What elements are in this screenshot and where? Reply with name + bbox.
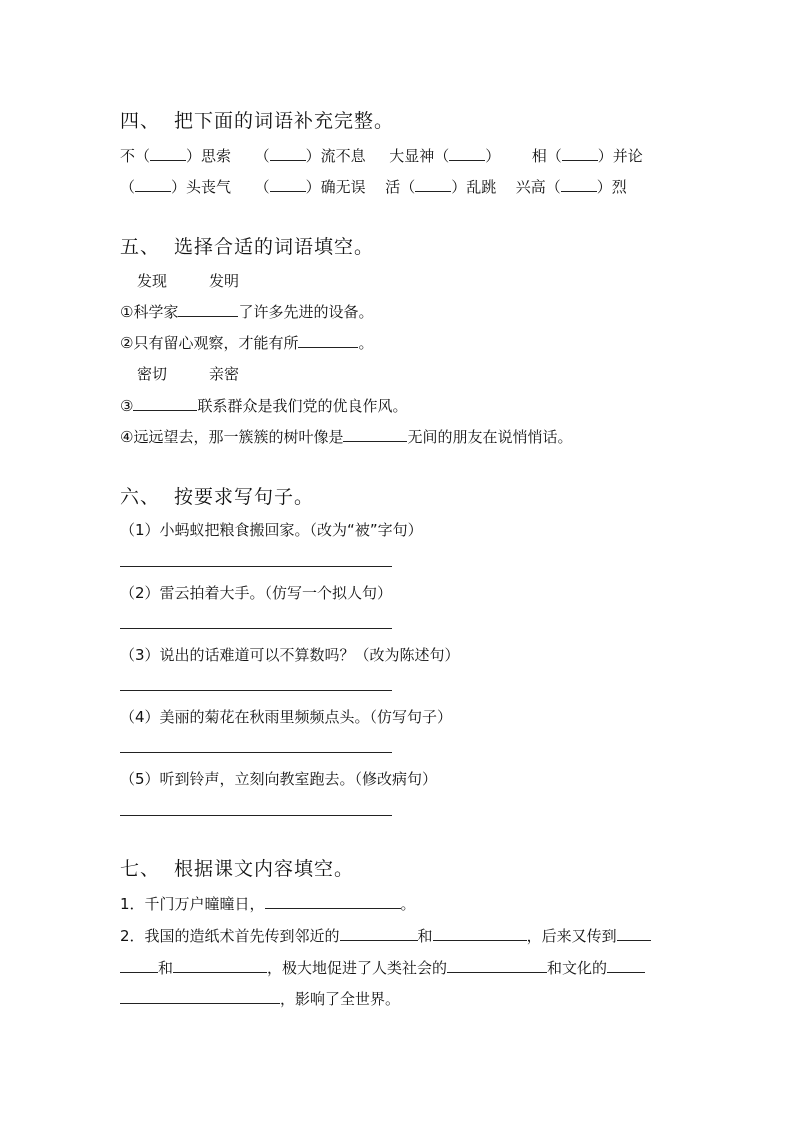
fill-blank[interactable]	[447, 958, 547, 973]
idiom-item	[120, 178, 231, 196]
section-5-heading: 选择合适的词语填空。	[174, 236, 375, 258]
fill-blank[interactable]	[120, 958, 158, 973]
idiom-suffix: ）并论	[597, 147, 643, 165]
answer-line[interactable]	[120, 566, 392, 567]
section-4-row-2	[120, 176, 627, 197]
recall-text: ，影响了全世界。	[280, 990, 401, 1008]
fill-blank[interactable]	[178, 302, 238, 317]
recall-text: ，后来又传到	[526, 927, 617, 945]
fill-blank[interactable]	[298, 333, 358, 348]
question-text: ③	[120, 397, 134, 415]
recall-line-4	[120, 988, 400, 1009]
idiom-blank[interactable]	[270, 146, 306, 161]
fill-blank[interactable]	[617, 926, 651, 941]
fill-question-1	[120, 301, 373, 322]
idiom-prefix: （	[254, 147, 270, 165]
question-text: 联系群众是我们党的优良作风。	[197, 397, 408, 415]
section-5-number: 五、	[120, 236, 161, 258]
idiom-prefix: 相（	[531, 147, 562, 165]
fill-question-2	[120, 332, 373, 353]
idiom-blank[interactable]	[449, 146, 485, 161]
recall-text: ，极大地促进了人类社会的	[267, 959, 448, 977]
idiom-prefix: 不（	[120, 147, 151, 165]
idiom-blank[interactable]	[135, 177, 171, 192]
section-6-heading: 按要求写句子。	[174, 486, 315, 508]
idiom-suffix: ）烈	[596, 178, 627, 196]
fill-question-4	[120, 426, 572, 447]
idiom-suffix: ）流不息	[305, 147, 366, 165]
idiom-blank[interactable]	[562, 146, 598, 161]
section-4-title	[120, 106, 394, 133]
idiom-item	[120, 147, 231, 165]
question-text: 。	[358, 334, 374, 352]
idiom-item	[385, 178, 496, 196]
question-text: ①科学家	[120, 303, 179, 321]
sentence-task-3: （3）说出的话难道可以不算数吗？（改为陈述句）	[120, 646, 460, 664]
word-option: 发明	[209, 272, 240, 290]
fill-blank[interactable]	[265, 894, 401, 909]
recall-text: 和文化的	[547, 959, 608, 977]
idiom-blank[interactable]	[415, 177, 451, 192]
answer-line[interactable]	[120, 628, 392, 629]
sentence-task-2: （2）雷云拍着大手。（仿写一个拟人句）	[120, 584, 393, 602]
section-7-number: 七、	[120, 858, 161, 880]
idiom-item	[532, 147, 643, 165]
fill-blank[interactable]	[607, 958, 645, 973]
recall-line-3	[120, 957, 645, 978]
question-text: 无间的朋友在说悄悄话。	[407, 428, 573, 446]
question-text: ④远远望去，那一簇簇的树叶像是	[120, 428, 344, 446]
word-option: 发现	[137, 272, 168, 290]
idiom-prefix: 兴高（	[515, 178, 561, 196]
word-option: 密切	[137, 365, 168, 383]
section-4-number: 四、	[120, 110, 161, 132]
idiom-item	[389, 147, 500, 165]
section-6-title	[120, 482, 314, 509]
fill-blank[interactable]	[433, 926, 527, 941]
fill-question-3	[120, 395, 407, 416]
word-choice-group-1	[137, 270, 239, 291]
answer-line[interactable]	[120, 690, 392, 691]
idiom-blank[interactable]	[270, 177, 306, 192]
section-7-title	[120, 854, 354, 881]
idiom-suffix: ）确无误	[305, 178, 366, 196]
fill-blank[interactable]	[340, 926, 418, 941]
section-7-heading: 根据课文内容填空。	[174, 858, 355, 880]
idiom-prefix: （	[254, 178, 270, 196]
recall-text: 。	[400, 895, 416, 913]
fill-blank[interactable]	[120, 989, 280, 1004]
word-option: 亲密	[209, 365, 240, 383]
word-choice-group-2	[137, 363, 239, 384]
idiom-item	[255, 178, 366, 196]
fill-blank[interactable]	[133, 396, 197, 411]
recall-text: 1．千门万户曈曈日，	[120, 895, 265, 913]
idiom-suffix: ）头丧气	[171, 178, 232, 196]
sentence-task-4: （4）美丽的菊花在秋雨里频频点头。（仿写句子）	[120, 708, 453, 726]
recall-line-2	[120, 925, 651, 946]
section-5-title	[120, 232, 374, 259]
recall-line-1	[120, 893, 416, 914]
fill-blank[interactable]	[173, 958, 267, 973]
idiom-suffix: ）乱跳	[451, 178, 497, 196]
recall-text: 和	[417, 927, 433, 945]
idiom-suffix: ）思索	[186, 147, 232, 165]
fill-blank[interactable]	[343, 427, 407, 442]
idiom-item	[255, 147, 366, 165]
idiom-prefix: 大显神（	[389, 147, 450, 165]
section-4-row-1	[120, 145, 643, 166]
idiom-prefix: （	[120, 178, 136, 196]
idiom-blank[interactable]	[150, 146, 186, 161]
idiom-prefix: 活（	[385, 178, 416, 196]
question-text: ②只有留心观察，才能有所	[120, 334, 299, 352]
recall-text: 2．我国的造纸术首先传到邻近的	[120, 927, 340, 945]
idiom-blank[interactable]	[561, 177, 597, 192]
idiom-suffix: ）	[485, 147, 501, 165]
idiom-item	[516, 178, 627, 196]
section-4-heading: 把下面的词语补充完整。	[174, 110, 395, 132]
answer-line[interactable]	[120, 815, 392, 816]
answer-line[interactable]	[120, 752, 392, 753]
question-text: 了许多先进的设备。	[238, 303, 374, 321]
recall-text: 和	[158, 959, 174, 977]
section-6-number: 六、	[120, 486, 161, 508]
sentence-task-1: （1）小蚂蚁把粮食搬回家。（改为“被”字句）	[120, 521, 423, 539]
sentence-task-5: （5）听到铃声，立刻向教室跑去。（修改病句）	[120, 770, 438, 788]
